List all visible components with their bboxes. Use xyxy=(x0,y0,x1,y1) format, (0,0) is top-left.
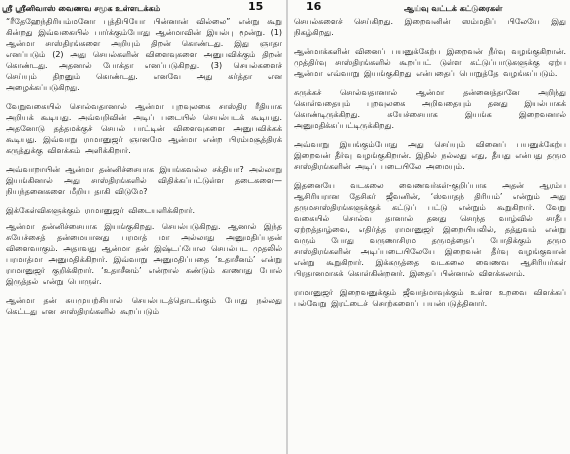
paragraph: சுருக்கச் சொல்வதானால் ஆன்மா தன்னைத்தானே அறிந்து கொள்வதையும் புறவுலகை அறிவதையும் தனது இயல்பாகக் கொண்டிருக்கிறது. சுயேச்சையாக இயங்க இறைவனால் அனுமதிக்கப்பட்டிருக்கிறது. xyxy=(294,88,566,130)
paragraph: இதனையே வடகலை வைணவர்கள்-குறிப்பாக அதன் ஆரம்ப ஆசிரியரான தேசிகர் ஜீவனின், ‘ஸ்வாதந் திரியம்’ என்றும் அது தருமசாஸ்திரங்களுக்குக் கட்டுப் பட்டு என்றும் கூறுகிறார். வேறு வகையில் சொல்வ தானால் தனது சொந்த வாழ்வில் சாதீப ஏற்றத்தாழ்வை, எதிர்த்த ராமானுஜர் இறையியலில், தத்துவம் என்று வரும் போது வருணாசிரம தருமத்தைப் போதிக்கும் தரும சாஸ்திரங்களின் அடிப்படையிலேயே இறைவன் தீர்வு வழங்குவான் என்று கூறுகிறார். இக்கருத்தை வடகலை வைணவ ஆசிரியர்கள் பிரதானமாகக் கொள்கின்றனர். இதைப் பின்னால் விளக்கலாம். xyxy=(294,181,566,278)
paragraph: ஆன்மாக்களின் வினைப் பயனுக்கேற்ப இறைவன் நீர்வு வழங்குகிறான். முத்திர்வு சாஸ்திரங்களில் கூறப்பட் டுள்ள கட்டுப்பாடுகளுக்கு ஏற்ப ஆன்மா எவ்வாறு இயங்குகிறது என்பதைப் பொறுத்தே வழங்கப்படும். xyxy=(294,47,566,78)
paragraph: ஆன்மா தன் சுயமுயற்சியால் செயல்படத்தொடங்கும் போது நல்லது கெட்டது என சாஸ்திரங்களில் கூறப்படும் xyxy=(6,296,282,316)
paragraph: “ரீதேஹேந்திரியம்மனோ புத்திபியோ பின்னான் வில்லை” என்று கூறு கின்றது இவ்வகையில் பார்க்கும்போது ஆன்மாவின் இயல்பு மூன்று. (1) ஆன்மா சாஸ்திரங்களை அறியும் திறன் கொண்டது. இது ஞாதா எனப்படும் (2) அது செயல்களின் விளைவுகளை அனுபவிக்கும் திறன் கொண்டது. அதனால் போக்தா எனப்படுகிறது. (3) செயல்களைச் செய்யும் திறனும் கொண்டது. எனவே அது கர்த்தா என அழைக்கப்படுகிறது. xyxy=(6,17,282,92)
running-head: ஆய்வு வட்டக் கட்டுரைகள் xyxy=(404,4,503,13)
paragraph: வேறுவகையில் சொல்வதானால் ஆன்மா புறவுலகை சாஸ்திர ரீதியாக அறியக் கூடியது. அவ்வறிவின் அடிப் படையில் செயல்படக் கூடியது. அதனோடு தத்தமக்குச் செயல் பாட்டின் விளைவுகளை அனுபவிக்கக் கூடியது. இவ்வாறு ராமானுஜர் ஞானமே ஆன்மா என்ற பிரம்மசூத்திரக் கருத்துக்கு விளக்கம் அளிக்கிறார். xyxy=(6,102,282,155)
page-number: 16 xyxy=(306,0,322,13)
running-head: ஶ்ரீ ஶ்ரீனிவாஸ் வைணவ சமூக உள்ளடக்கம் xyxy=(2,4,161,13)
paragraph: இக்கேள்விகளுக்கும் ராமானுஜர் விடையளிக்கிறார். xyxy=(6,206,195,215)
paragraph: செயல்களைச் செய்கிறது. இறைவனின் ஸம்மதிப் பிலேயே இது நிகழ்கிறது. xyxy=(294,17,566,37)
page-number: 15 xyxy=(248,0,264,13)
paragraph: ராமானுஜர் இறைவனுக்கும் ஜீவாத்மாவுக்கும் உள்ள உறவை விளக்கப் பல்வேறு இரட்டைச் சொற்களைப் பயன்படுத்தினார். xyxy=(294,288,566,308)
paragraph: அவ்வாறாயின் ஆன்மா தன்னிச்சையாக இயங்கவல்ல சக்தியா? அல்லாறு இயங்கினால் அது சாஸ்திரங்களில் விதிக்கப்பட்டுள்ள தடைகளை—நியந்தனைகளை மீறிய தாகி விடுமே? xyxy=(6,165,282,196)
left-page-header xyxy=(0,2,286,16)
paragraph: ஆன்மா தன்னிச்சையாக இயங்குகிறது. செயல்படுகிறது. ஆனால் இந்த சுயேச்சைத் தன்மையானது பரமாத் மா அல்லாது அனுமதிப்பதன் விளைவாகும். அதாவது ஆன்மா தன் இஷ்டப்போல செயல்பட முதலில் பரமாத்மா அனுமதிக்கிறார். இவ்வாறு அனுமதிப்பதை ‘உதாசீனம்’ என்று ராமானுஜர் குறிக்கிறார். ‘உதாசீனம்’ என்றால் கண்டும் காணாது போல் இருத்தல் என்று பொருள். xyxy=(6,222,282,286)
right-page xyxy=(288,0,570,454)
paragraph: அவ்வாறு இயங்கும்போது அது செய்யும் வினைப் பயனுக்கேற்ப இறைவன் தீர்வு வழங்குகிறான். இதில் நல்லது எது, தீயது என்பது தரும சாஸ்திரங்களின் அடிப் படையிலே அமையும். xyxy=(294,140,566,171)
left-page-body xyxy=(0,16,286,317)
right-page-body xyxy=(288,16,570,309)
right-page-header xyxy=(288,2,570,16)
